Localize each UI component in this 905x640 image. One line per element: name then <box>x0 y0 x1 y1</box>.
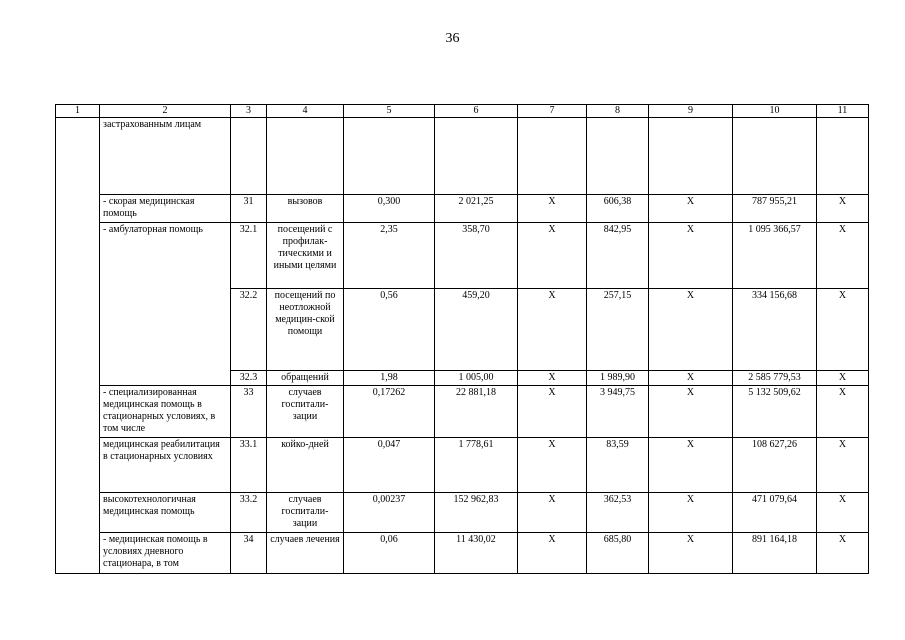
row-code <box>231 118 267 195</box>
row-value-8: 362,53 <box>587 493 649 533</box>
row-value-6: 2 021,25 <box>435 195 518 223</box>
row-value-8 <box>587 118 649 195</box>
row-value-7: Х <box>518 223 587 289</box>
row-code: 32.3 <box>231 371 267 386</box>
row-value-8: 606,38 <box>587 195 649 223</box>
row-value-10: 787 955,21 <box>733 195 817 223</box>
table-header-row <box>56 105 869 118</box>
table-row <box>56 118 869 195</box>
table-row <box>56 223 869 289</box>
row-label: - скорая медицинская помощь <box>100 195 231 223</box>
row-label: - амбулаторная помощь <box>100 223 231 386</box>
row-value-10: 1 095 366,57 <box>733 223 817 289</box>
row-value-9: Х <box>649 289 733 371</box>
row-value-7: Х <box>518 438 587 493</box>
row-value-9: Х <box>649 223 733 289</box>
row-value-6 <box>435 118 518 195</box>
row-value-9: Х <box>649 493 733 533</box>
table-row <box>56 493 869 533</box>
table-row <box>56 195 869 223</box>
row-value-10: 891 164,18 <box>733 533 817 574</box>
row-value-7: Х <box>518 493 587 533</box>
column-header: 2 <box>100 105 231 118</box>
row-value-9: Х <box>649 386 733 438</box>
row-code: 32.1 <box>231 223 267 289</box>
row-label: - медицинская помощь в условиях дневного стационара, в том <box>100 533 231 574</box>
row-value-7: Х <box>518 533 587 574</box>
row-value-10: 2 585 779,53 <box>733 371 817 386</box>
row-value-10: 471 079,64 <box>733 493 817 533</box>
row-code: 31 <box>231 195 267 223</box>
column-header: 3 <box>231 105 267 118</box>
row-value-9: Х <box>649 371 733 386</box>
column-header: 6 <box>435 105 518 118</box>
row-unit: посещений с профилак-тическими и иными целями <box>267 223 344 289</box>
row-value-8: 3 949,75 <box>587 386 649 438</box>
row-value-5: 0,56 <box>344 289 435 371</box>
row-value-11 <box>817 118 869 195</box>
page-number: 36 <box>445 31 460 46</box>
row-value-6: 459,20 <box>435 289 518 371</box>
row-value-10: 5 132 509,62 <box>733 386 817 438</box>
row-value-10 <box>733 118 817 195</box>
row-unit: случаев лечения <box>267 533 344 574</box>
row-value-6: 152 962,83 <box>435 493 518 533</box>
row-value-8: 257,15 <box>587 289 649 371</box>
row-code: 32.2 <box>231 289 267 371</box>
row-value-11: Х <box>817 493 869 533</box>
row-unit: обращений <box>267 371 344 386</box>
row-value-7: Х <box>518 371 587 386</box>
row-value-6: 358,70 <box>435 223 518 289</box>
row-label: медицинская реабилитация в стационарных условиях <box>100 438 231 493</box>
row-value-9: Х <box>649 438 733 493</box>
column-header: 5 <box>344 105 435 118</box>
row-unit: посещений по неотложной медицин-ской помощи <box>267 289 344 371</box>
column-header: 10 <box>733 105 817 118</box>
column-header: 9 <box>649 105 733 118</box>
row-unit: койко-дней <box>267 438 344 493</box>
row-value-11: Х <box>817 386 869 438</box>
row-value-11: Х <box>817 533 869 574</box>
row-value-9: Х <box>649 195 733 223</box>
row-value-8: 83,59 <box>587 438 649 493</box>
row-value-5: 0,17262 <box>344 386 435 438</box>
row-value-9: Х <box>649 533 733 574</box>
row-unit: случаев госпитали-зации <box>267 493 344 533</box>
row-value-8: 1 989,90 <box>587 371 649 386</box>
table-row <box>56 386 869 438</box>
row-value-11: Х <box>817 195 869 223</box>
row-value-11: Х <box>817 371 869 386</box>
column-header: 11 <box>817 105 869 118</box>
row-value-5: 0,047 <box>344 438 435 493</box>
row-value-10: 108 627,26 <box>733 438 817 493</box>
row-label: застрахованным лицам <box>100 118 231 195</box>
row-value-10: 334 156,68 <box>733 289 817 371</box>
row-unit: случаев госпитали-зации <box>267 386 344 438</box>
table-row <box>56 533 869 574</box>
row-value-6: 1 778,61 <box>435 438 518 493</box>
row-value-7: Х <box>518 386 587 438</box>
row-code: 34 <box>231 533 267 574</box>
row-unit: вызовов <box>267 195 344 223</box>
row-value-5: 1,98 <box>344 371 435 386</box>
row-value-6: 1 005,00 <box>435 371 518 386</box>
data-table <box>55 104 869 574</box>
row-value-5: 0,00237 <box>344 493 435 533</box>
row-code: 33 <box>231 386 267 438</box>
row-value-11: Х <box>817 223 869 289</box>
table-row <box>56 438 869 493</box>
column-header: 1 <box>56 105 100 118</box>
row-value-5: 0,06 <box>344 533 435 574</box>
column-header: 4 <box>267 105 344 118</box>
row-value-7: Х <box>518 195 587 223</box>
row-value-9 <box>649 118 733 195</box>
row-value-8: 685,80 <box>587 533 649 574</box>
column-header: 8 <box>587 105 649 118</box>
row-value-5 <box>344 118 435 195</box>
row-value-6: 22 881,18 <box>435 386 518 438</box>
row-value-5: 0,300 <box>344 195 435 223</box>
row-label: высокотехнологичная медицинская помощь <box>100 493 231 533</box>
row-value-8: 842,95 <box>587 223 649 289</box>
blank-first-column-cell <box>56 118 100 574</box>
row-value-11: Х <box>817 438 869 493</box>
row-code: 33.2 <box>231 493 267 533</box>
row-value-11: Х <box>817 289 869 371</box>
row-unit <box>267 118 344 195</box>
row-value-7: Х <box>518 289 587 371</box>
column-header: 7 <box>518 105 587 118</box>
row-value-7 <box>518 118 587 195</box>
row-value-6: 11 430,02 <box>435 533 518 574</box>
row-value-5: 2,35 <box>344 223 435 289</box>
row-label: - специализированная медицинская помощь в стационарных условиях, в том числе <box>100 386 231 438</box>
row-code: 33.1 <box>231 438 267 493</box>
